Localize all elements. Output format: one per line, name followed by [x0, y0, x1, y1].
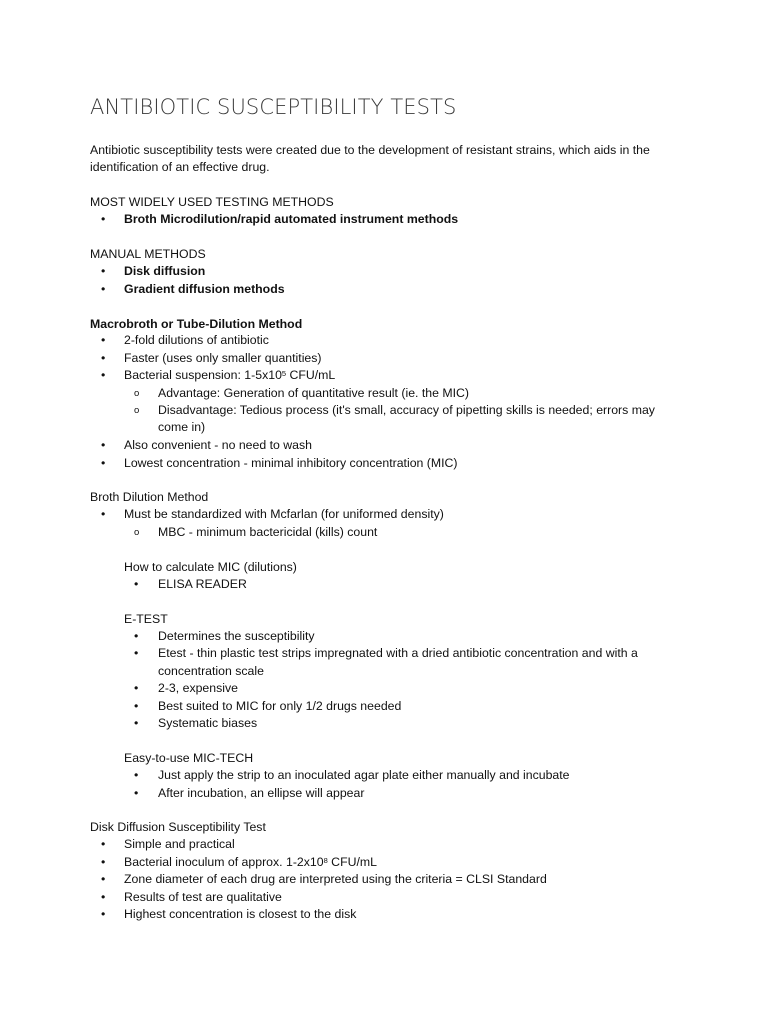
- bullet-icon: •: [101, 855, 106, 869]
- bullet-icon: •: [101, 351, 106, 365]
- section-heading-disk-diffusion: Disk Diffusion Susceptibility Test: [90, 820, 266, 834]
- list-item: Gradient diffusion methods: [124, 282, 285, 296]
- circle-bullet-icon: o: [134, 527, 140, 538]
- sub-list-item: Advantage: Generation of quantitative result (ie. the MIC): [158, 386, 470, 400]
- list-item: Simple and practical: [124, 837, 235, 851]
- bullet-icon: •: [134, 646, 139, 660]
- list-item: Best suited to MIC for only 1/2 drugs needed: [158, 699, 402, 713]
- bullet-icon: •: [101, 368, 106, 382]
- list-item: Zone diameter of each drug are interpreted using the criteria = CLSI Standard: [124, 872, 547, 886]
- bullet-icon: •: [101, 282, 106, 296]
- list-item: Highest concentration is closest to the disk: [124, 907, 357, 921]
- list-item: Systematic biases: [158, 716, 258, 730]
- bullet-icon: •: [101, 333, 106, 347]
- suspension-text: Bacterial suspension: 1-5x10: [124, 368, 282, 382]
- list-item: Results of test are qualitative: [124, 890, 282, 904]
- list-item: 2-fold dilutions of antibiotic: [124, 333, 269, 347]
- bullet-icon: •: [101, 872, 106, 886]
- list-item: Lowest concentration - minimal inhibitory concentration (MIC): [124, 456, 458, 470]
- subheading-mic-tech: Easy-to-use MIC-TECH: [124, 751, 254, 765]
- bullet-icon: •: [101, 907, 106, 921]
- inoculum-exponent: 8: [323, 856, 328, 865]
- list-item-inoculum: [124, 854, 377, 871]
- list-item: Etest - thin plastic test strips impregnated with a dried antibiotic concentration and with a: [158, 646, 638, 660]
- section-heading-macrobroth: Macrobroth or Tube-Dilution Method: [90, 317, 303, 331]
- section-heading-manual: MANUAL METHODS: [90, 247, 206, 261]
- list-item-suspension: [124, 367, 335, 384]
- bullet-icon: •: [101, 890, 106, 904]
- bullet-icon: •: [101, 507, 106, 521]
- list-item: Must be standardized with Mcfarlan (for uniformed density): [124, 507, 444, 521]
- bullet-icon: •: [101, 438, 106, 452]
- bullet-icon: •: [101, 212, 106, 226]
- list-item: 2-3, expensive: [158, 681, 238, 695]
- bullet-icon: •: [101, 456, 106, 470]
- list-item: Just apply the strip to an inoculated agar plate either manually and incubate: [158, 768, 570, 782]
- subheading-etest: E-TEST: [124, 612, 168, 626]
- bullet-icon: •: [134, 716, 139, 730]
- sub-list-item-continuation: come in): [158, 420, 206, 434]
- bullet-icon: •: [134, 699, 139, 713]
- suspension-unit: CFU/mL: [286, 368, 336, 382]
- section-heading-most-used: MOST WIDELY USED TESTING METHODS: [90, 195, 334, 209]
- list-item-continuation: concentration scale: [158, 664, 264, 678]
- bullet-icon: •: [101, 264, 106, 278]
- subheading-calculate-mic: How to calculate MIC (dilutions): [124, 560, 297, 574]
- sub-list-item: MBC - minimum bactericidal (kills) count: [158, 525, 378, 539]
- bullet-icon: •: [134, 577, 139, 591]
- inoculum-text: Bacterial inoculum of approx. 1-2x10: [124, 855, 324, 869]
- list-item: Determines the susceptibility: [158, 629, 315, 643]
- bullet-icon: •: [134, 681, 139, 695]
- bullet-icon: •: [134, 768, 139, 782]
- list-item: Disk diffusion: [124, 264, 206, 278]
- bullet-icon: •: [134, 786, 139, 800]
- circle-bullet-icon: o: [134, 388, 140, 399]
- intro-paragraph: Antibiotic susceptibility tests were created due to the development of resistant strains, which aids in the identification of an effective drug.: [90, 143, 650, 174]
- circle-bullet-icon: o: [134, 405, 140, 416]
- list-item: Faster (uses only smaller quantities): [124, 351, 322, 365]
- list-item: After incubation, an ellipse will appear: [158, 786, 365, 800]
- document-title: ANTIBIOTIC SUSCEPTIBILITY TESTS: [90, 95, 457, 119]
- list-item: Broth Microdilution/rapid automated instrument methods: [124, 212, 459, 226]
- list-item: Also convenient - no need to wash: [124, 438, 312, 452]
- bullet-icon: •: [101, 837, 106, 851]
- suspension-exponent: 5: [281, 369, 287, 378]
- list-item: ELISA READER: [158, 577, 247, 591]
- sub-list-item: Disadvantage: Tedious process (it's small, accuracy of pipetting skills is needed; errors may: [158, 403, 655, 417]
- inoculum-unit: CFU/mL: [327, 855, 377, 869]
- bullet-icon: •: [134, 629, 139, 643]
- section-heading-broth-dilution: Broth Dilution Method: [90, 490, 209, 504]
